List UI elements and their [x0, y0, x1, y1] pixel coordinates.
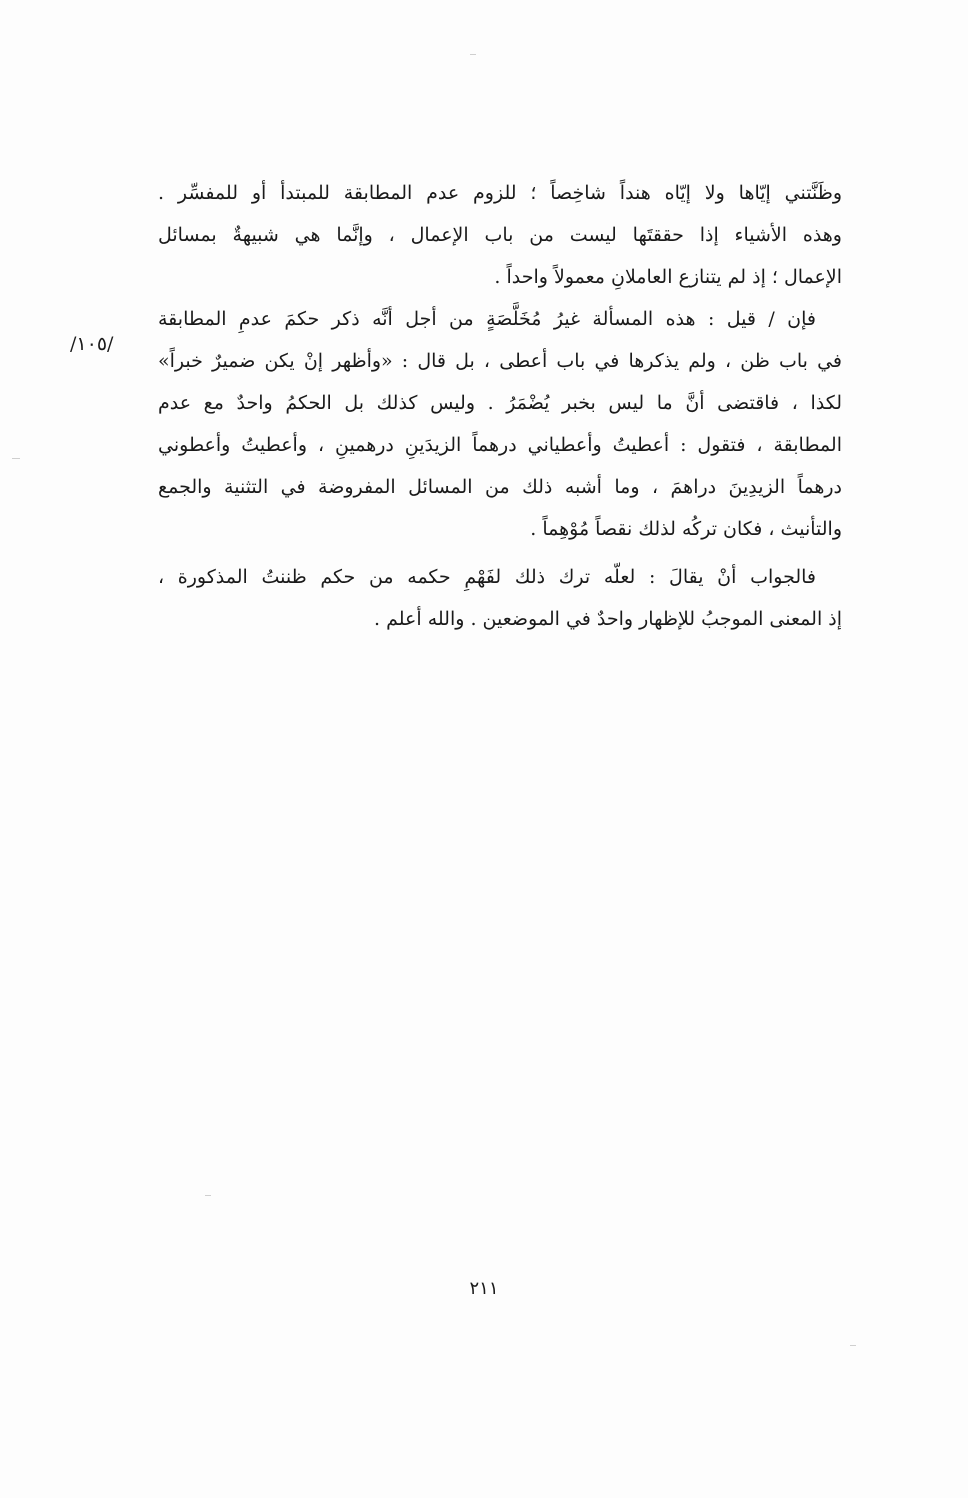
text-line: فالجواب أنْ يقالَ : لعلّه ترك ذلك لفَهْمِ حكمه من حكم ظننتُ المذكورة ، — [158, 566, 816, 588]
text-line: وهذه الأشياء إذا حققتَها ليست من باب الإعمال ، وإنَّما هي شبيهةٌ بمسائل — [158, 224, 842, 246]
text-line: إذ المعنى الموجبُ للإظهار واحدٌ في الموضعين . والله أعلم . — [374, 608, 842, 630]
scan-speck — [205, 1195, 211, 1196]
text-line: في باب ظن ، ولم يذكرها في باب أعطى ، بل قال : «وأظهر إنْ يكن ضميرٌ خبراً» — [158, 350, 842, 372]
scan-speck — [850, 1345, 856, 1346]
text-line: والتأنيث ، فكان تركُه لذلك نقصاً مُوْهِماً . — [530, 518, 842, 540]
main-text — [158, 172, 842, 640]
text-line: المطابقة ، فتقول : أعطيتُ وأعطياني درهماً الزيدَينِ درهمينِ ، وأعطيتُ وأعطوني — [158, 434, 842, 456]
text-line: لكذا ، فاقتضى أنَّ ما ليس بخبر يُضْمَرُ . وليس كذلك بل الحكمُ واحدٌ مع عدم — [158, 392, 842, 414]
text-line: فإن / قيل : هذه المسألة غيرُ مُخَلَّصَةٍ من أجل أنَّه ذكر حكمَ عدمِ المطابقة — [158, 308, 816, 330]
scan-speck — [12, 458, 20, 459]
text-line: الإعمال ؛ إذ لم يتنازع العاملانِ معمولاً واحداً . — [494, 266, 842, 288]
scan-speck — [470, 54, 476, 55]
margin-folio-note: /١٠٥/ — [70, 333, 114, 355]
text-line: درهماً الزيدِينَ دراهمَ ، وما أشبه ذلك من المسائل المفروضة في التثنية والجمع — [158, 476, 842, 498]
text-line: وظَنَّتني إيّاها ولا إيّاه هنداً شاخِصاً ؛ للزوم عدم المطابقة للمبتدأ أو للمفسِّر . — [158, 182, 842, 204]
page-number: ٢١١ — [469, 1278, 499, 1299]
